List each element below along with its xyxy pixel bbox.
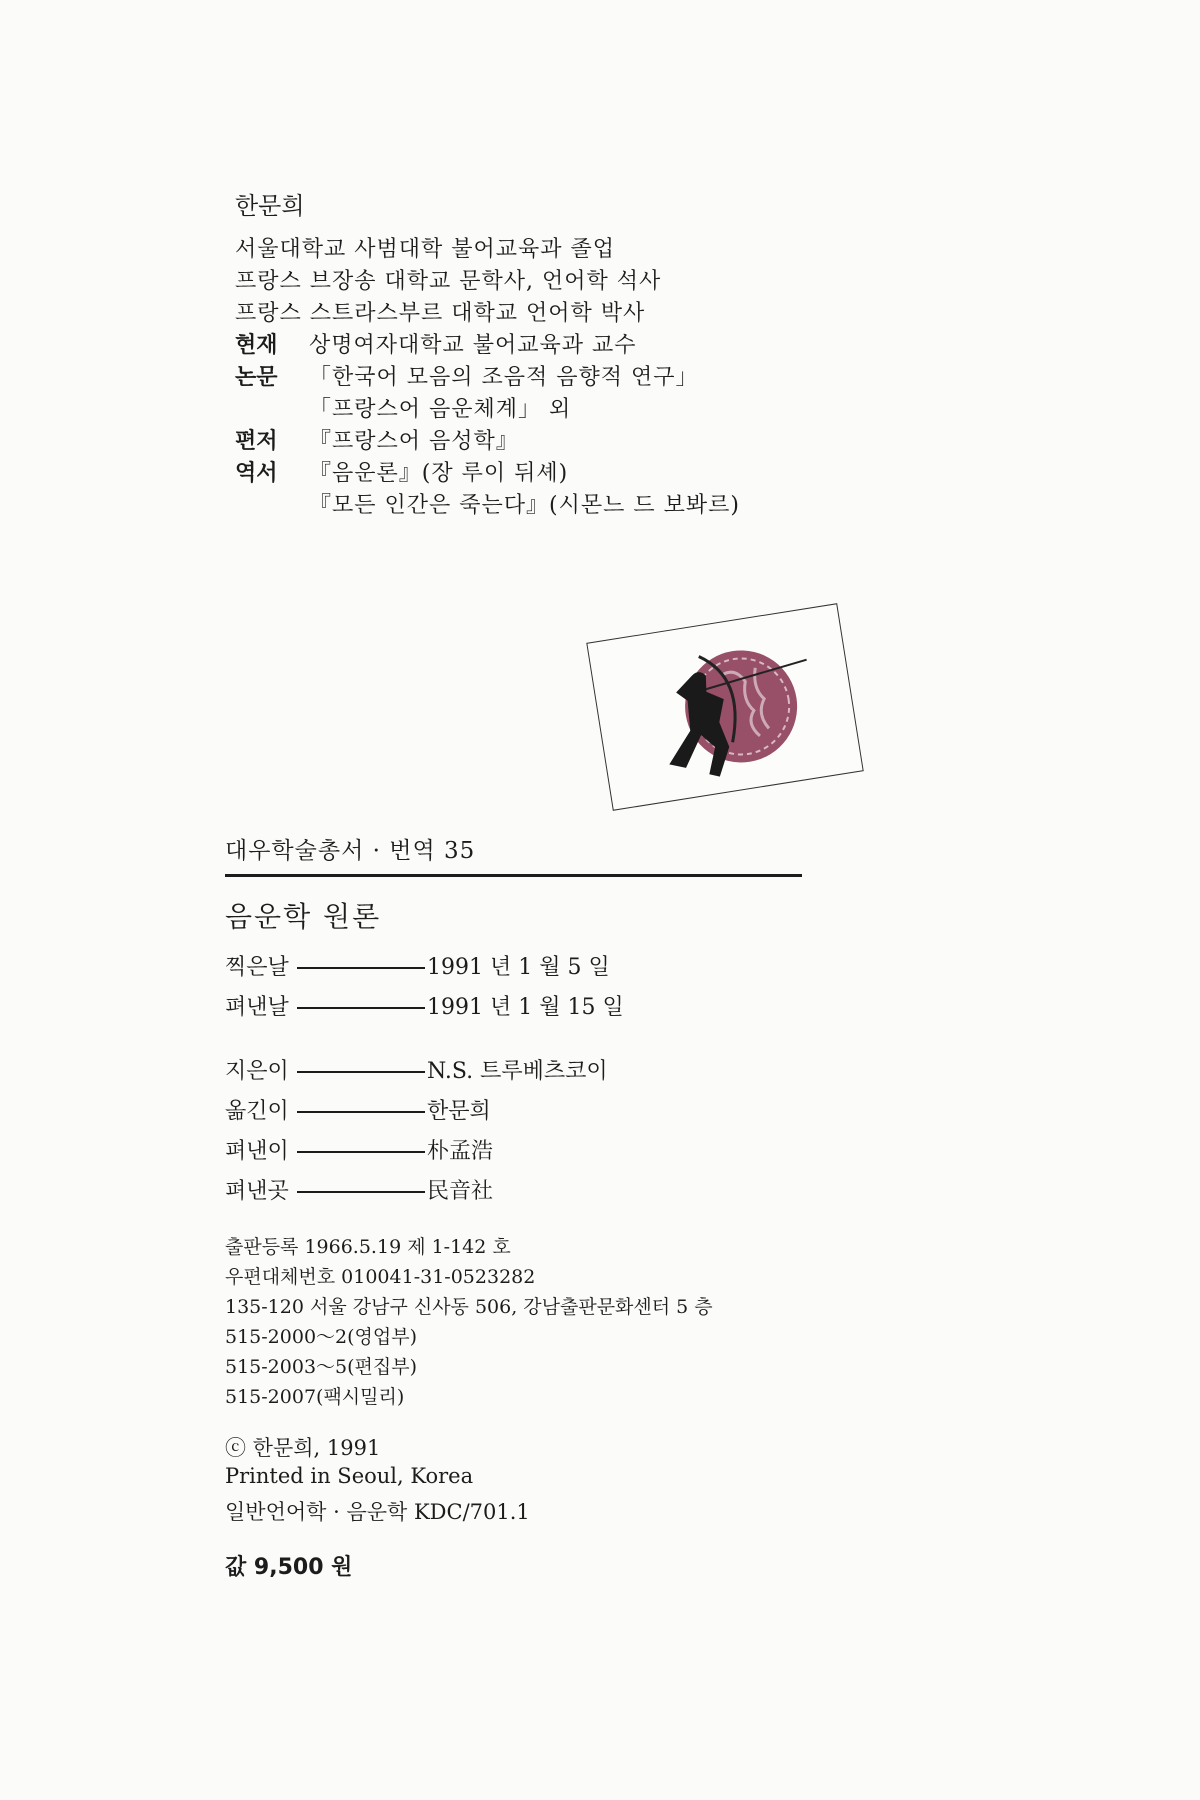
bio-current	[235, 328, 637, 359]
leader-line	[297, 1071, 425, 1073]
publisher-info-line: 515-2003～5(편집부)	[225, 1356, 418, 1378]
bio-line: 프랑스 브장송 대학교 문학사, 언어학 석사	[235, 269, 662, 294]
divider	[225, 874, 802, 877]
colophon-row	[225, 1094, 491, 1125]
publisher-logo	[586, 603, 863, 811]
colophon-label: 펴낸이	[225, 1139, 289, 1164]
price: 값 9,500 원	[225, 1555, 353, 1580]
series-label: 대우학술총서 · 번역 35	[225, 838, 476, 864]
bio-translation-item: 『음운론』(장 루이 뒤셰)	[309, 461, 569, 486]
bio-translations	[235, 456, 568, 487]
bio-translations-label: 역서	[235, 461, 278, 486]
colophon-label: 펴낸곳	[225, 1179, 289, 1204]
leader-line	[297, 967, 425, 969]
printed-location: Printed in Seoul, Korea	[225, 1464, 474, 1488]
colophon-label: 지은이	[225, 1059, 289, 1084]
publisher-info-line: 우편대체번호 010041-31-0523282	[225, 1266, 536, 1288]
leader-line	[297, 1111, 425, 1113]
colophon-label: 옮긴이	[225, 1099, 289, 1124]
bio-line: 프랑스 스트라스부르 대학교 언어학 박사	[235, 301, 646, 326]
translator-name: 한문희	[235, 192, 305, 220]
colophon-row	[225, 990, 624, 1021]
bio-papers-label: 논문	[235, 365, 278, 390]
publisher-info-line: 515-2007(팩시밀리)	[225, 1386, 405, 1408]
bio-paper-item: 「프랑스어 음운체계」 외	[309, 397, 572, 422]
bio-papers	[235, 360, 699, 391]
publisher-info-line: 출판등록 1966.5.19 제 1-142 호	[225, 1236, 511, 1258]
bio-current-label: 현재	[235, 333, 278, 358]
bio-current-value: 상명여자대학교 불어교육과 교수	[309, 333, 637, 358]
bio-editing-item: 『프랑스어 음성학』	[309, 429, 519, 454]
book-title: 음운학 원론	[225, 900, 382, 933]
leader-line	[297, 1191, 425, 1193]
copyright: ⓒ 한문희, 1991	[225, 1436, 381, 1460]
colophon-value: 한문희	[427, 1099, 491, 1124]
publisher-info-line: 515-2000～2(영업부)	[225, 1326, 418, 1348]
colophon-label: 찍은날	[225, 955, 289, 980]
colophon-value: 1991 년 1 월 15 일	[427, 995, 624, 1020]
bio-editing	[235, 424, 519, 455]
classification: 일반언어학 · 음운학 KDC/701.1	[225, 1500, 530, 1524]
archer-stamp-icon	[587, 604, 862, 809]
leader-line	[297, 1151, 425, 1153]
colophon-row	[225, 950, 610, 981]
publisher-info-line: 135-120 서울 강남구 신사동 506, 강남출판문화센터 5 층	[225, 1296, 713, 1318]
bio-editing-label: 편저	[235, 429, 278, 454]
bio-translation-item: 『모든 인간은 죽는다』(시몬느 드 보봐르)	[309, 493, 740, 518]
bio-line: 서울대학교 사범대학 불어교육과 졸업	[235, 237, 616, 262]
colophon-row	[225, 1174, 493, 1205]
bio-paper-item: 「한국어 모음의 조음적 음향적 연구」	[309, 365, 699, 390]
colophon-value: 朴孟浩	[427, 1139, 494, 1164]
colophon-value: 民音社	[427, 1179, 494, 1204]
colophon-row	[225, 1134, 493, 1165]
colophon-value: 1991 년 1 월 5 일	[427, 955, 610, 980]
colophon-value: N.S. 트루베츠코이	[427, 1059, 608, 1084]
colophon-label: 펴낸날	[225, 995, 289, 1020]
colophon-row	[225, 1054, 608, 1085]
leader-line	[297, 1007, 425, 1009]
